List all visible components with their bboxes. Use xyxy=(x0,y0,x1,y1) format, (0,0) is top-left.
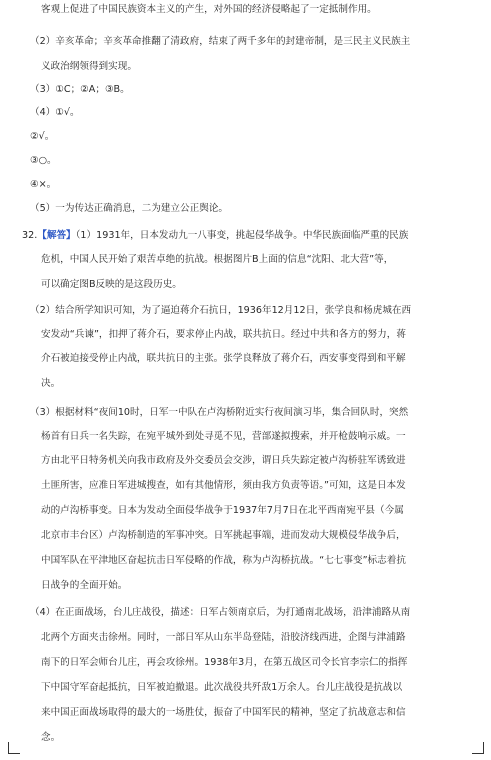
text-span: 土匪所害，应准日军进城搜查，如有其他情形，须由我方负责等语。”可知，这是日本发 xyxy=(41,480,406,491)
text-line xyxy=(41,505,404,517)
text-line xyxy=(30,607,410,619)
text-line xyxy=(22,230,408,242)
text-line xyxy=(41,353,406,365)
text-line xyxy=(41,279,182,291)
text-span: 北两个方面夹击徐州。同时，一部日军从山东半岛登陆，沿胶济线西进，企图与津浦路 xyxy=(41,632,406,643)
text-span: 义政治纲领得到实现。 xyxy=(41,61,137,72)
text-line xyxy=(30,84,130,96)
text-line xyxy=(41,61,137,73)
text-span: （2）结合所学知识可知，为了逼迫蒋介石抗日，1936年12月12日，张学良和杨虎城在西 xyxy=(30,305,412,316)
text-line xyxy=(41,4,377,16)
text-span: （1）1931年，日本发动九一八事变，挑起侵华战争。中华民族面临严重的民族 xyxy=(75,230,409,241)
text-span: ②√。 xyxy=(30,131,55,142)
text-line xyxy=(41,455,406,467)
text-line xyxy=(30,107,80,119)
text-span: 动的卢沟桥事变。日本为发动全面侵华战争于1937年7月7日在北平西南宛平县（今属 xyxy=(41,505,404,516)
text-span: ④×。 xyxy=(30,179,57,190)
question-number: 32. xyxy=(22,230,38,241)
crop-mark-bottom-left xyxy=(8,742,20,754)
text-span: （4）①√。 xyxy=(30,107,80,118)
text-line xyxy=(41,530,406,542)
text-span: 下中国守军奋起抵抗，日军被迫撤退。此次战役共歼敌1万余人。台儿庄战役是抗战以 xyxy=(41,682,403,693)
text-line xyxy=(41,329,406,341)
text-span: ③○。 xyxy=(30,155,57,166)
text-line xyxy=(41,580,127,592)
answer-tag: 【解答】 xyxy=(37,230,76,241)
text-line xyxy=(41,632,406,644)
text-span: 方由北平日特务机关向我市政府及外交委员会交涉，谓日兵失踪定被卢沟桥驻军诱致进 xyxy=(41,455,406,466)
text-line xyxy=(41,431,406,443)
text-span: 客观上促进了中国民族资本主义的产生，对外国的经济侵略起了一定抵制作用。 xyxy=(41,4,377,15)
text-span: 中国军队在平津地区奋起抗击日军侵略的作战，称为卢沟桥抗战。“七七事变”标志着抗 xyxy=(41,555,406,566)
text-line xyxy=(41,254,393,266)
text-span: 决。 xyxy=(41,378,61,389)
text-line xyxy=(30,305,411,317)
text-span: （4）在正面战场，台儿庄战役，描述：日军占领南京后，为打通南北战场，沿津浦路从南 xyxy=(30,607,411,618)
text-line xyxy=(41,378,60,390)
text-span: 危机，中国人民开始了艰苦卓绝的抗战。根据图片B上面的信息“沈阳、北大营”等， xyxy=(41,254,394,265)
text-line xyxy=(30,407,408,419)
text-line xyxy=(30,179,56,191)
text-line xyxy=(41,732,60,744)
text-span: （5）一为传达正确消息，二为建立公正舆论。 xyxy=(30,203,228,214)
text-line xyxy=(41,657,407,669)
text-span: （2）辛亥革命；辛亥革命推翻了清政府，结束了两千多年的封建帝制，是三民主义民族主 xyxy=(30,36,411,47)
text-span: 来中国正面战场取得的最大的一场胜仗，振奋了中国军民的精神，坚定了抗战意志和信 xyxy=(41,707,406,718)
text-line xyxy=(30,203,228,215)
text-span: （3）①C；②A；③B。 xyxy=(30,84,130,95)
text-line xyxy=(41,682,402,694)
text-line xyxy=(30,155,57,167)
crop-mark-bottom-right xyxy=(472,742,484,754)
text-span: 日战争的全面开始。 xyxy=(41,580,128,591)
text-span: 安发动“兵谏”，扣押了蒋介石，要求停止内战，联共抗日。经过中共和各方的努力，蒋 xyxy=(41,329,406,340)
text-span: 杨首有日兵一名失踪，在宛平城外到处寻觅不见，营部遂拟搜索，并开枪鼓响示威。一 xyxy=(41,431,406,442)
text-line xyxy=(41,555,406,567)
text-span: 北京市丰台区）卢沟桥制造的军事冲突。日军挑起事端，进而发动大规模侵华战争后， xyxy=(41,530,406,541)
text-line xyxy=(30,131,54,143)
text-line xyxy=(41,707,406,719)
text-span: （3）根据材料“夜间10时，日军一中队在卢沟桥附近实行夜间演习毕，集合回队时，突然 xyxy=(30,407,409,418)
text-line xyxy=(30,36,410,48)
text-span: 可以确定图B反映的是这段历史。 xyxy=(41,279,182,290)
text-span: 介石被迫接受停止内战，联共抗日的主张。张学良释放了蒋介石，西安事变得到和平解 xyxy=(41,353,406,364)
text-span: 念。 xyxy=(41,732,61,743)
text-line xyxy=(41,480,406,492)
text-span: 南下的日军会师台儿庄，再会攻徐州。1938年3月，在第五战区司令长官李宗仁的指挥 xyxy=(41,657,408,668)
